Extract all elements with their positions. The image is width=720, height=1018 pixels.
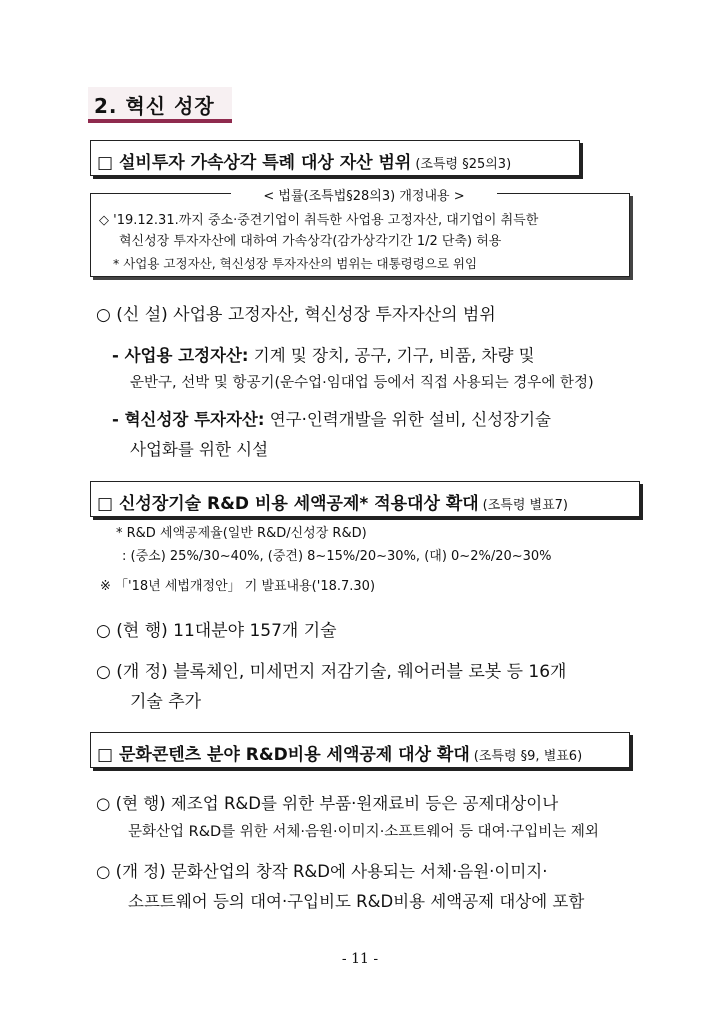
note-rate-title: * R&D 세액공제율(일반 R&D/신성장 R&D) (116, 526, 367, 541)
topic-header-3 (90, 732, 630, 768)
topic-1-label: □ 설비투자 가속상각 특례 대상 자산 범위 (97, 153, 412, 173)
item-revised-culture-cont: 소프트웨어 등의 대여·구입비도 R&D비용 세액공제 대상에 포함 (128, 892, 585, 911)
item-current-manufacturing: ○ (현 행) 제조업 R&D를 위한 부품·원재료비 등은 공제대상이나 (96, 794, 559, 813)
item-current-157: ○ (현 행) 11대분야 157개 기술 (96, 621, 337, 641)
law-box-line-1: ◇ '19.12.31.까지 중소·중견기업이 취득한 사업용 고정자산, 대기업이 취득한 (99, 213, 539, 228)
page-number: - 11 - (341, 951, 379, 967)
topic-3-label: □ 문화콘텐츠 분야 R&D비용 세액공제 대상 확대 (97, 745, 470, 765)
note-announcement: ※ 「'18년 세법개정안」 기 발표내용('18.7.30) (100, 579, 376, 594)
item-innovation-assets (112, 406, 551, 430)
section-title-text: 2. 혁신 성장 (94, 94, 215, 118)
item-fixed-assets-lead: - 사업용 고정자산: (112, 346, 249, 365)
item-revised-16: ○ (개 정) 블록체인, 미세먼지 저감기술, 웨어러블 로봇 등 16개 (96, 662, 567, 682)
topic-header-1 (90, 140, 580, 176)
item-fixed-assets (112, 342, 535, 366)
topic-2-ref: (조특령 별표7) (482, 498, 569, 513)
note-rate-values: : (중소) 25%/30~40%, (중견) 8~15%/20~30%, (대) 0~2%/20~30% (122, 549, 552, 564)
topic-header-2 (90, 481, 640, 517)
topic-2-label: □ 신성장기술 R&D 비용 세액공제* 적용대상 확대 (97, 494, 479, 514)
item-new-provision: ○ (신 설) 사업용 고정자산, 혁신성장 투자자산의 범위 (96, 305, 496, 325)
item-fixed-assets-rest: 기계 및 장치, 공구, 기구, 비품, 차량 및 (248, 346, 535, 365)
item-fixed-assets-cont: 운반구, 선박 및 항공기(운수업·임대업 등에서 직접 사용되는 경우에 한정) (130, 375, 594, 391)
item-innovation-assets-lead: - 혁신성장 투자자산: (112, 410, 265, 429)
topic-1-ref: (조특령 §25의3) (415, 157, 512, 172)
law-box-title: < 법률(조특법§28의3) 개정내용 > (231, 185, 497, 204)
item-revised-16-cont: 기술 추가 (130, 692, 202, 712)
law-box-note: * 사업용 고정자산, 혁신성장 투자자산의 범위는 대통령령으로 위임 (113, 256, 478, 271)
law-box-line-2: 혁신성장 투자자산에 대하여 가속상각(감가상각기간 1/2 단축) 허용 (119, 234, 502, 249)
item-innovation-assets-cont: 사업화를 위한 시설 (130, 440, 269, 459)
law-amendment-box (90, 189, 630, 277)
item-revised-culture: ○ (개 정) 문화산업의 창작 R&D에 사용되는 서체·음원·이미지· (96, 862, 548, 881)
topic-3-ref: (조특령 §9, 별표6) (473, 749, 583, 764)
section-title (88, 87, 232, 123)
item-innovation-assets-rest: 연구·인력개발을 위한 설비, 신성장기술 (264, 410, 551, 429)
item-current-manufacturing-cont: 문화산업 R&D를 위한 서체·음원·이미지·소프트웨어 등 대여·구입비는 제외 (128, 824, 599, 840)
